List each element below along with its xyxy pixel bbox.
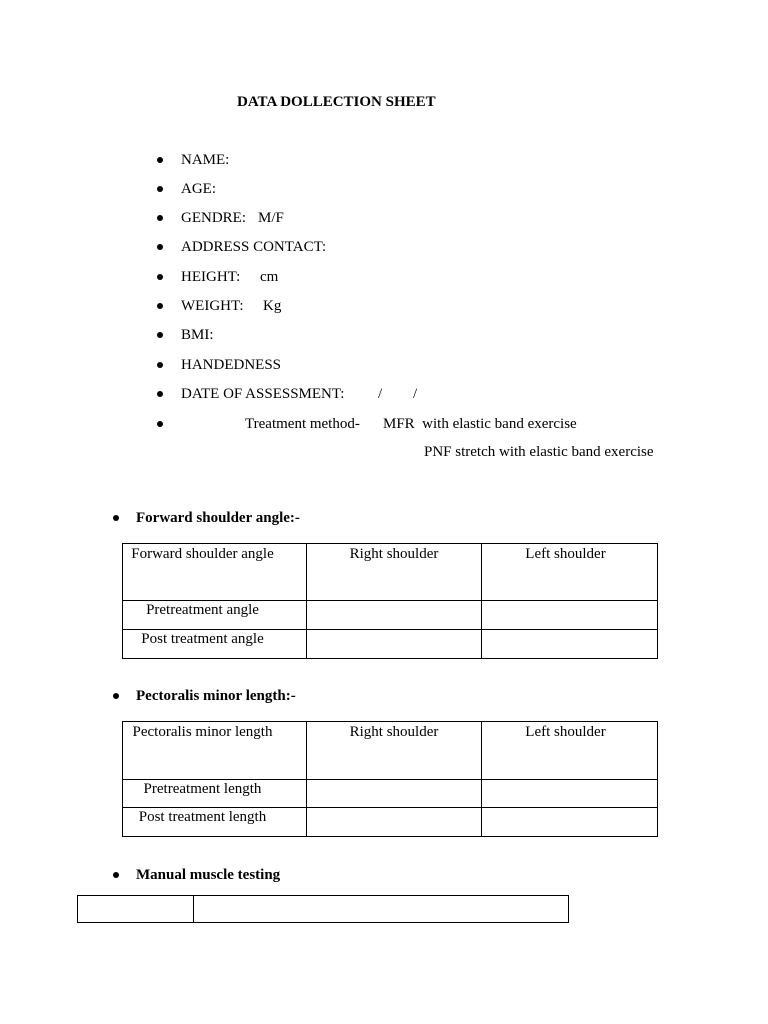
column-header: Forward shoulder angle — [123, 544, 307, 601]
bullet-icon — [113, 693, 119, 699]
column-header: Right shoulder — [307, 722, 482, 780]
field-height-label: HEIGHT: — [181, 269, 241, 285]
table-cell — [78, 896, 194, 923]
bullet-icon — [157, 332, 163, 338]
column-header: Left shoulder — [482, 544, 658, 601]
left-shoulder-cell — [482, 630, 658, 659]
right-shoulder-cell — [307, 808, 482, 837]
bullet-icon — [113, 872, 119, 878]
bullet-icon — [157, 421, 163, 427]
field-bmi-label: BMI: — [181, 327, 214, 343]
section-heading-pectoralis-minor: Pectoralis minor length:- — [136, 688, 296, 704]
table-row — [123, 808, 658, 837]
page-title: DATA DOLLECTION SHEET — [237, 94, 436, 110]
bullet-icon — [157, 303, 163, 309]
field-weight-unit: Kg — [263, 298, 282, 314]
field-address-label: ADDRESS CONTACT: — [181, 239, 327, 255]
table-header-row — [123, 722, 658, 780]
bullet-icon — [157, 215, 163, 221]
row-label: Post treatment angle — [123, 630, 307, 659]
bullet-icon — [157, 362, 163, 368]
table-row — [78, 896, 569, 923]
manual-muscle-testing-table — [77, 895, 569, 923]
row-label: Pretreatment angle — [123, 601, 307, 630]
bullet-icon — [157, 274, 163, 280]
table-cell — [194, 896, 569, 923]
column-header: Right shoulder — [307, 544, 482, 601]
forward-shoulder-angle-table — [122, 543, 658, 659]
field-date-label: DATE OF ASSESSMENT: — [181, 386, 345, 402]
right-shoulder-cell — [307, 780, 482, 808]
row-label: Post treatment length — [123, 808, 307, 837]
field-age-label: AGE: — [181, 181, 216, 197]
field-gender-options: M/F — [258, 210, 284, 226]
field-name-label: NAME: — [181, 152, 230, 168]
treatment-option-mfr: MFR with elastic band exercise — [383, 416, 577, 432]
row-label: Pretreatment length — [123, 780, 307, 808]
table-row — [123, 601, 658, 630]
section-heading-forward-shoulder: Forward shoulder angle:- — [136, 510, 300, 526]
right-shoulder-cell — [307, 630, 482, 659]
field-handedness-label: HANDEDNESS — [181, 357, 282, 373]
right-shoulder-cell — [307, 601, 482, 630]
table-row — [123, 780, 658, 808]
column-header: Left shoulder — [482, 722, 658, 780]
field-gender-label: GENDRE: — [181, 210, 246, 226]
date-separator: / — [413, 386, 418, 402]
bullet-icon — [157, 244, 163, 250]
bullet-icon — [157, 186, 163, 192]
table-row — [123, 630, 658, 659]
bullet-icon — [113, 515, 119, 521]
bullet-icon — [157, 157, 163, 163]
bullet-icon — [157, 391, 163, 397]
column-header: Pectoralis minor length — [123, 722, 307, 780]
field-height-unit: cm — [260, 269, 279, 285]
field-weight-label: WEIGHT: — [181, 298, 244, 314]
pectoralis-minor-length-table — [122, 721, 658, 837]
left-shoulder-cell — [482, 780, 658, 808]
treatment-option-pnf: PNF stretch with elastic band exercise — [424, 444, 654, 460]
left-shoulder-cell — [482, 601, 658, 630]
left-shoulder-cell — [482, 808, 658, 837]
date-separator: / — [378, 386, 383, 402]
table-header-row — [123, 544, 658, 601]
treatment-method-label: Treatment method- — [245, 416, 360, 432]
section-heading-manual-muscle-testing: Manual muscle testing — [136, 867, 281, 883]
